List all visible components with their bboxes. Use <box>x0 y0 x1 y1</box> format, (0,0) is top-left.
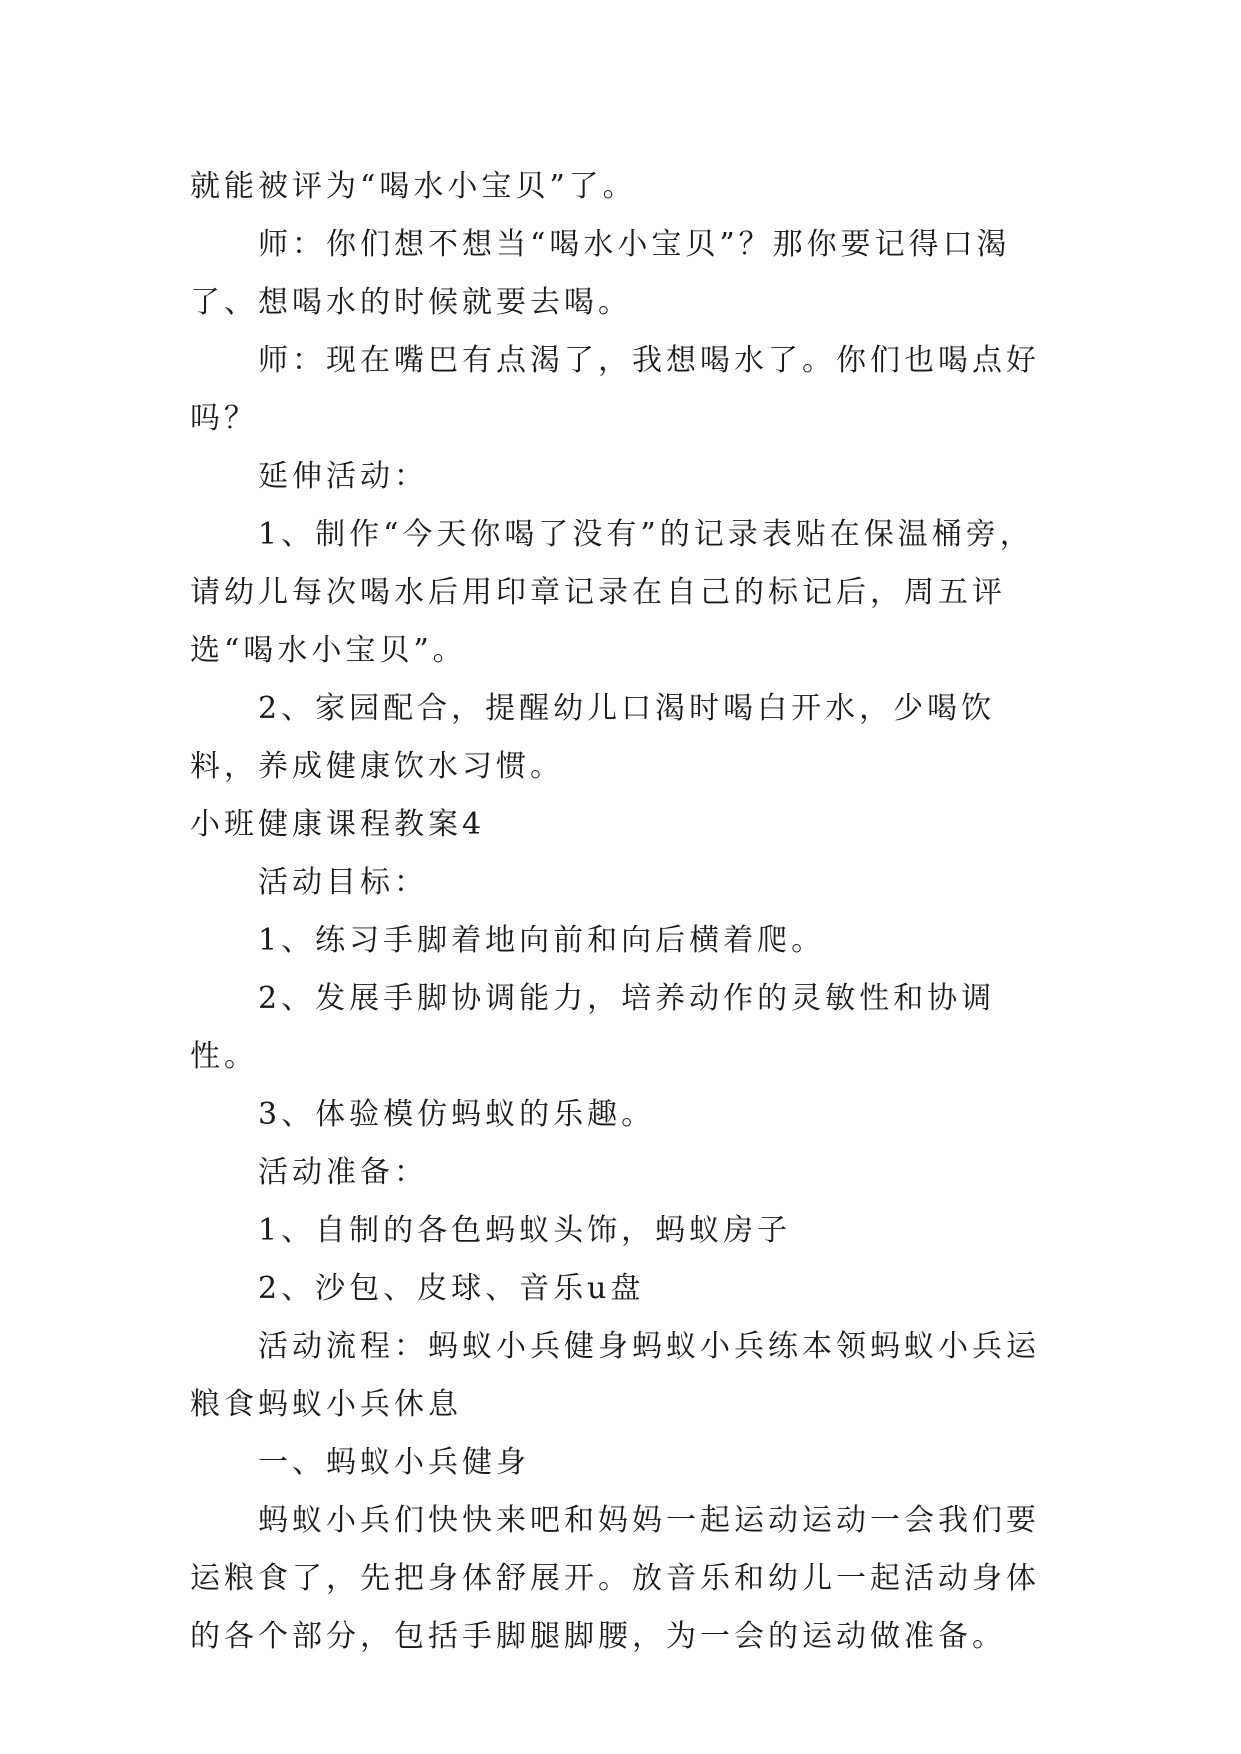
paragraph-continuation: 就能被评为“喝水小宝贝”了。 <box>190 169 637 204</box>
section-title: 小班健康课程教案4 <box>190 807 486 842</box>
paragraph-teacher-question: 师：你们想不想当“喝水小宝贝”？那你要记得口渴了、想喝水的时候就要去喝。 <box>190 227 1011 320</box>
goal-item-1: 1、练习手脚着地向前和向后横着爬。 <box>258 923 826 958</box>
paragraph-extension-1: 1、制作“今天你喝了没有”的记录表贴在保温桶旁，请幼儿每次喝水后用印章记录在自己的标记后，周五评选“喝水小宝贝”。 <box>190 517 1034 668</box>
heading-activity-goals: 活动目标： <box>258 865 428 900</box>
paragraph-activity-flow: 活动流程：蚂蚁小兵健身蚂蚁小兵练本领蚂蚁小兵运粮食蚂蚁小兵休息 <box>190 1329 1040 1422</box>
preparation-item-2: 2、沙包、皮球、音乐u盘 <box>258 1271 645 1306</box>
heading-part-one: 一、蚂蚁小兵健身 <box>258 1445 530 1480</box>
goal-item-3: 3、体验模仿蚂蚁的乐趣。 <box>258 1097 656 1132</box>
document-body <box>190 158 1060 1666</box>
heading-extension-activity: 延伸活动： <box>258 459 428 494</box>
paragraph-extension-2: 2、家园配合，提醒幼儿口渴时喝白开水，少喝饮料，养成健康饮水习惯。 <box>190 691 996 784</box>
goal-item-2: 2、发展手脚协调能力，培养动作的灵敏性和协调性。 <box>190 981 996 1074</box>
paragraph-teacher-thirsty: 师：现在嘴巴有点渴了，我想喝水了。你们也喝点好吗？ <box>190 343 1040 436</box>
paragraph-part-one-body: 蚂蚁小兵们快快来吧和妈妈一起运动运动一会我们要运粮食了，先把身体舒展开。放音乐和幼儿一起活动身体的各个部分，包括手脚腿脚腰，为一会的运动做准备。 <box>190 1503 1040 1654</box>
preparation-item-1: 1、自制的各色蚂蚁头饰，蚂蚁房子 <box>258 1213 792 1248</box>
heading-activity-preparation: 活动准备： <box>258 1155 428 1190</box>
